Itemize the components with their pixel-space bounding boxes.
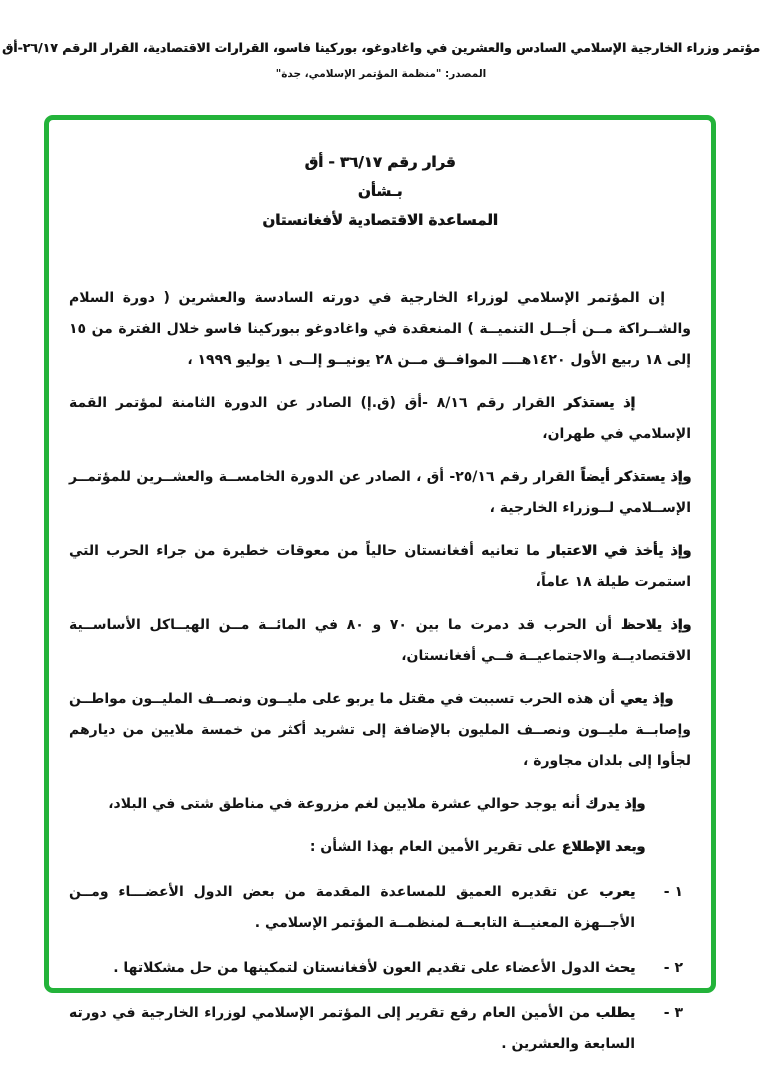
paragraph-text: أن الحرب قد دمرت ما بين ٧٠ و ٨٠ في المائــة مــن الهيــاكل الأساســية الاقتصاديــة والاجتماعيــة فــي أفغانستان، xyxy=(69,617,691,664)
resolution-number: قرار رقم ٣٦/١٧ - أق xyxy=(304,153,456,171)
item-text: من الأمين العام رفع تقرير إلى المؤتمر الإسلامي لوزراء الخارجية في دورته السابعة والعشرين . xyxy=(69,1005,635,1052)
paragraph-text: على تقرير الأمين العام بهذا الشأن : xyxy=(309,839,562,855)
resolution-preamble xyxy=(69,283,691,863)
resolution-paragraph xyxy=(69,610,691,672)
green-border-frame xyxy=(44,115,716,1052)
resolution-paragraph xyxy=(69,684,691,777)
item-number: ١ - xyxy=(663,884,683,900)
item-body xyxy=(69,998,635,1060)
paragraph-lead: وإذ يعي xyxy=(620,691,673,707)
item-body xyxy=(69,953,635,984)
resolution-paragraph xyxy=(69,462,691,524)
paragraph-text: أن هذه الحرب تسببت في مقتل ما يربو على مليــون ونصــف المليــون مواطــن وإصابــة مليــون ونصــف المليون بالإضافة إلى تشريد أكثر من خمسة ملايين من ديارهم لجأوا إلى بلدان مجاورة ، xyxy=(69,691,691,769)
header-source: المصدر: "منظمة المؤتمر الإسلامي، جدة" xyxy=(275,68,487,80)
paragraph-lead: وإذ يلاحظ xyxy=(620,617,692,633)
item-lead: يطلب xyxy=(595,1005,635,1021)
resolution-item xyxy=(69,953,691,984)
item-text: عن تقديره العميق للمساعدة المقدمة من بعض الدول الأعضـــاء ومــن الأجــهزة المعنيــة التابعــة لمنظمــة المؤتمر الإسلامي . xyxy=(69,884,635,931)
paragraph-text: إن المؤتمر الإسلامي لوزراء الخارجية في دورته السادسة والعشرين ( دورة السلام والشــراكة مــن أجــل التنميــة ) المنعقدة في واغادوغو ببوركينا فاسو خلال الفترة من ١٥ إلى ١٨ ربيع الأول ١٤٢٠هــــ الموافــق مــن ٢٨ يونيــو إلــى ١ يوليو ١٩٩٩ ، xyxy=(69,290,691,368)
header-citation: مؤتمر وزراء الخارجية الإسلامي السادس والعشرين في واغادوغو، بوركينا فاسو، القرارات الاقتصادية، القرار الرقم ٢٦/١٧-أق xyxy=(1,40,761,55)
resolution-paragraph xyxy=(69,283,691,376)
resolution-item xyxy=(69,998,691,1060)
item-number: ٢ - xyxy=(663,960,683,976)
paragraph-lead: إذ يستذكر xyxy=(564,395,635,411)
resolution-subject: المساعدة الاقتصادية لأفغانستان xyxy=(262,211,498,229)
document-header xyxy=(0,0,762,82)
paragraph-lead: وإذ يدرك xyxy=(585,796,645,812)
item-lead: يحث xyxy=(604,960,635,976)
resolution-paragraph xyxy=(69,789,691,820)
item-text: الدول الأعضاء على تقديم العون لأفغانستان لتمكينها من حل مشكلاتها . xyxy=(113,960,605,976)
resolution-regarding: بـشأن xyxy=(357,182,403,200)
item-body xyxy=(69,877,635,939)
resolution-title-block xyxy=(69,148,691,235)
paragraph-lead: وبعد الإطلاع xyxy=(561,839,645,855)
paragraph-text: أنه يوجد حوالي عشرة ملايين لغم مزروعة في مناطق شتى في البلاد، xyxy=(108,796,586,812)
resolution-paragraph xyxy=(69,388,691,450)
item-lead: يعرب xyxy=(599,884,635,900)
paragraph-text: القرار رقم ٨/١٦ -أق (ق.إ) الصادر عن الدورة الثامنة لمؤتمر القمة الإسلامي في طهران، xyxy=(69,395,691,442)
paragraph-lead: وإذ يأخذ في الاعتبار xyxy=(547,543,691,559)
item-number: ٣ - xyxy=(663,1005,683,1021)
paragraph-text: ما تعانيه أفغانستان حالياً من معوقات خطيرة من جراء الحرب التي استمرت طيلة ١٨ عاماً، xyxy=(69,543,691,590)
paragraph-lead: وإذ يستذكر أيضاً xyxy=(580,469,692,485)
resolution-operative-items xyxy=(69,877,691,1060)
resolution-paragraph xyxy=(69,832,691,863)
resolution-item xyxy=(69,877,691,939)
paragraph-text: القرار رقم ٢٥/١٦- أق ، الصادر عن الدورة الخامســة والعشــرين للمؤتمــر الإســلامي لــوزراء الخارجية ، xyxy=(69,469,691,516)
resolution-paragraph xyxy=(69,536,691,598)
